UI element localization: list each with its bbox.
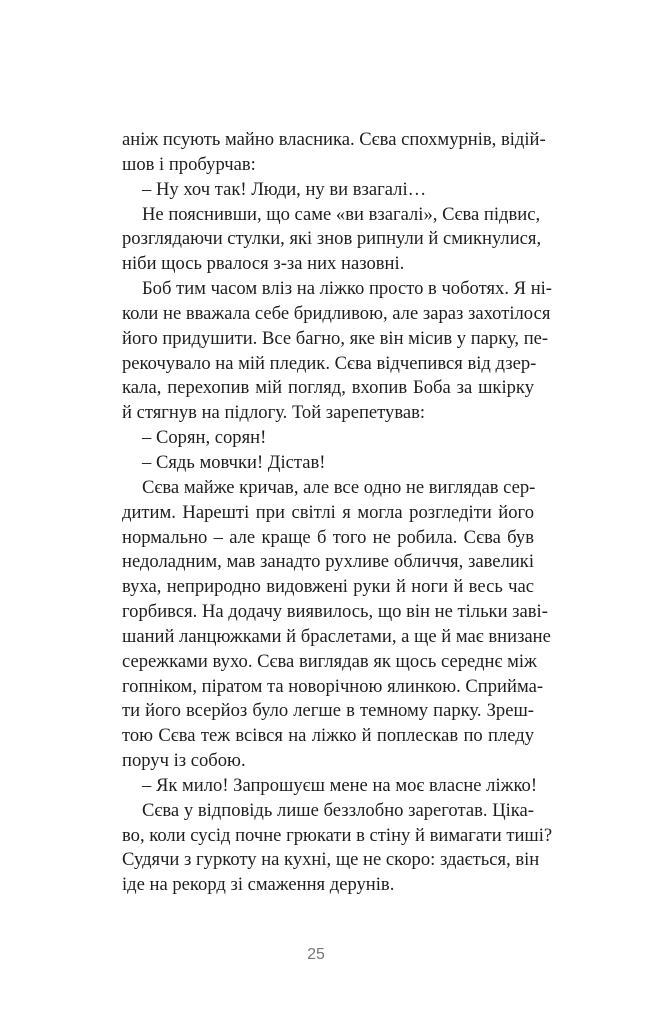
- page-body-text: [122, 128, 553, 898]
- text-line: ніби щось рвалося з-за них назовні.: [122, 253, 405, 275]
- text-line: шов і пробурчав:: [122, 153, 256, 175]
- text-line: – Сорян, сорян!: [142, 427, 267, 449]
- text-line: кала, перехопив мій погляд, вхопив Боба за шкірку: [122, 377, 534, 399]
- text-line: поруч із собою.: [122, 750, 246, 772]
- text-line: горбився. На додачу виявилось, що він не тільки заві-: [122, 601, 548, 623]
- text-line: – Сядь мовчки! Дістав!: [142, 451, 326, 473]
- text-line: шаний ланцюжками й браслетами, а ще й має внизане: [122, 625, 551, 647]
- text-line: дитим. Нарешті при світлі я могла розгледіти його: [122, 501, 534, 523]
- text-line: Сєва у відповідь лише беззлобно зареготав. Ціка-: [142, 799, 534, 821]
- text-line: Судячи з гуркоту на кухні, ще не скоро: здається, він: [122, 849, 540, 871]
- text-line: во, коли сусід почне грюкати в стіну й вимагати тиші?: [122, 824, 553, 846]
- text-line: Не пояснивши, що саме «ви взагалі», Сєва підвис,: [142, 203, 541, 225]
- text-line: його придушити. Все багно, яке він місив у парку, пе-: [122, 327, 549, 349]
- text-line: й стягнув на підлогу. Той зарепетував:: [122, 402, 426, 424]
- text-line: ти його всерйоз було легше в темному парку. Зреш-: [122, 700, 534, 722]
- text-line: недоладним, мав занадто рухливе обличчя, завеликі: [122, 551, 534, 573]
- text-line: тою Сєва теж всівся на ліжко й поплескав по пледу: [122, 725, 534, 747]
- text-line: Сєва майже кричав, але все одно не виглядав сер-: [142, 476, 536, 498]
- text-line: сережками вухо. Сєва виглядав як щось середнє між: [122, 650, 537, 672]
- text-line: рекочувало на мій пледик. Сєва відчепився від дзер-: [122, 352, 537, 374]
- text-line: іде на рекорд зі смаження дерунів.: [122, 874, 395, 896]
- text-line: – Ну хоч так! Люди, ну ви взагалі…: [142, 178, 427, 200]
- text-line: вуха, неприродно видовжені руки й ноги й весь час: [122, 576, 534, 598]
- text-line: Боб тим часом вліз на ліжко просто в чоботях. Я ні-: [142, 278, 552, 300]
- text-line: нормально – але краще б того не робила. Сєва був: [122, 526, 534, 548]
- text-line: коли не вважала себе бридливою, але зараз захотілося: [122, 302, 551, 324]
- text-line: розглядаючи стулки, які знов рипнули й смикнулися,: [122, 228, 542, 250]
- page-number: 25: [307, 946, 325, 963]
- text-line: – Як мило! Запрошуєш мене на моє власне ліжко!: [142, 774, 538, 796]
- text-line: гопніком, піратом та новорічною ялинкою. Сприйма-: [122, 675, 544, 697]
- text-line: аніж псують майно власника. Сєва спохмурнів, відій-: [122, 129, 546, 150]
